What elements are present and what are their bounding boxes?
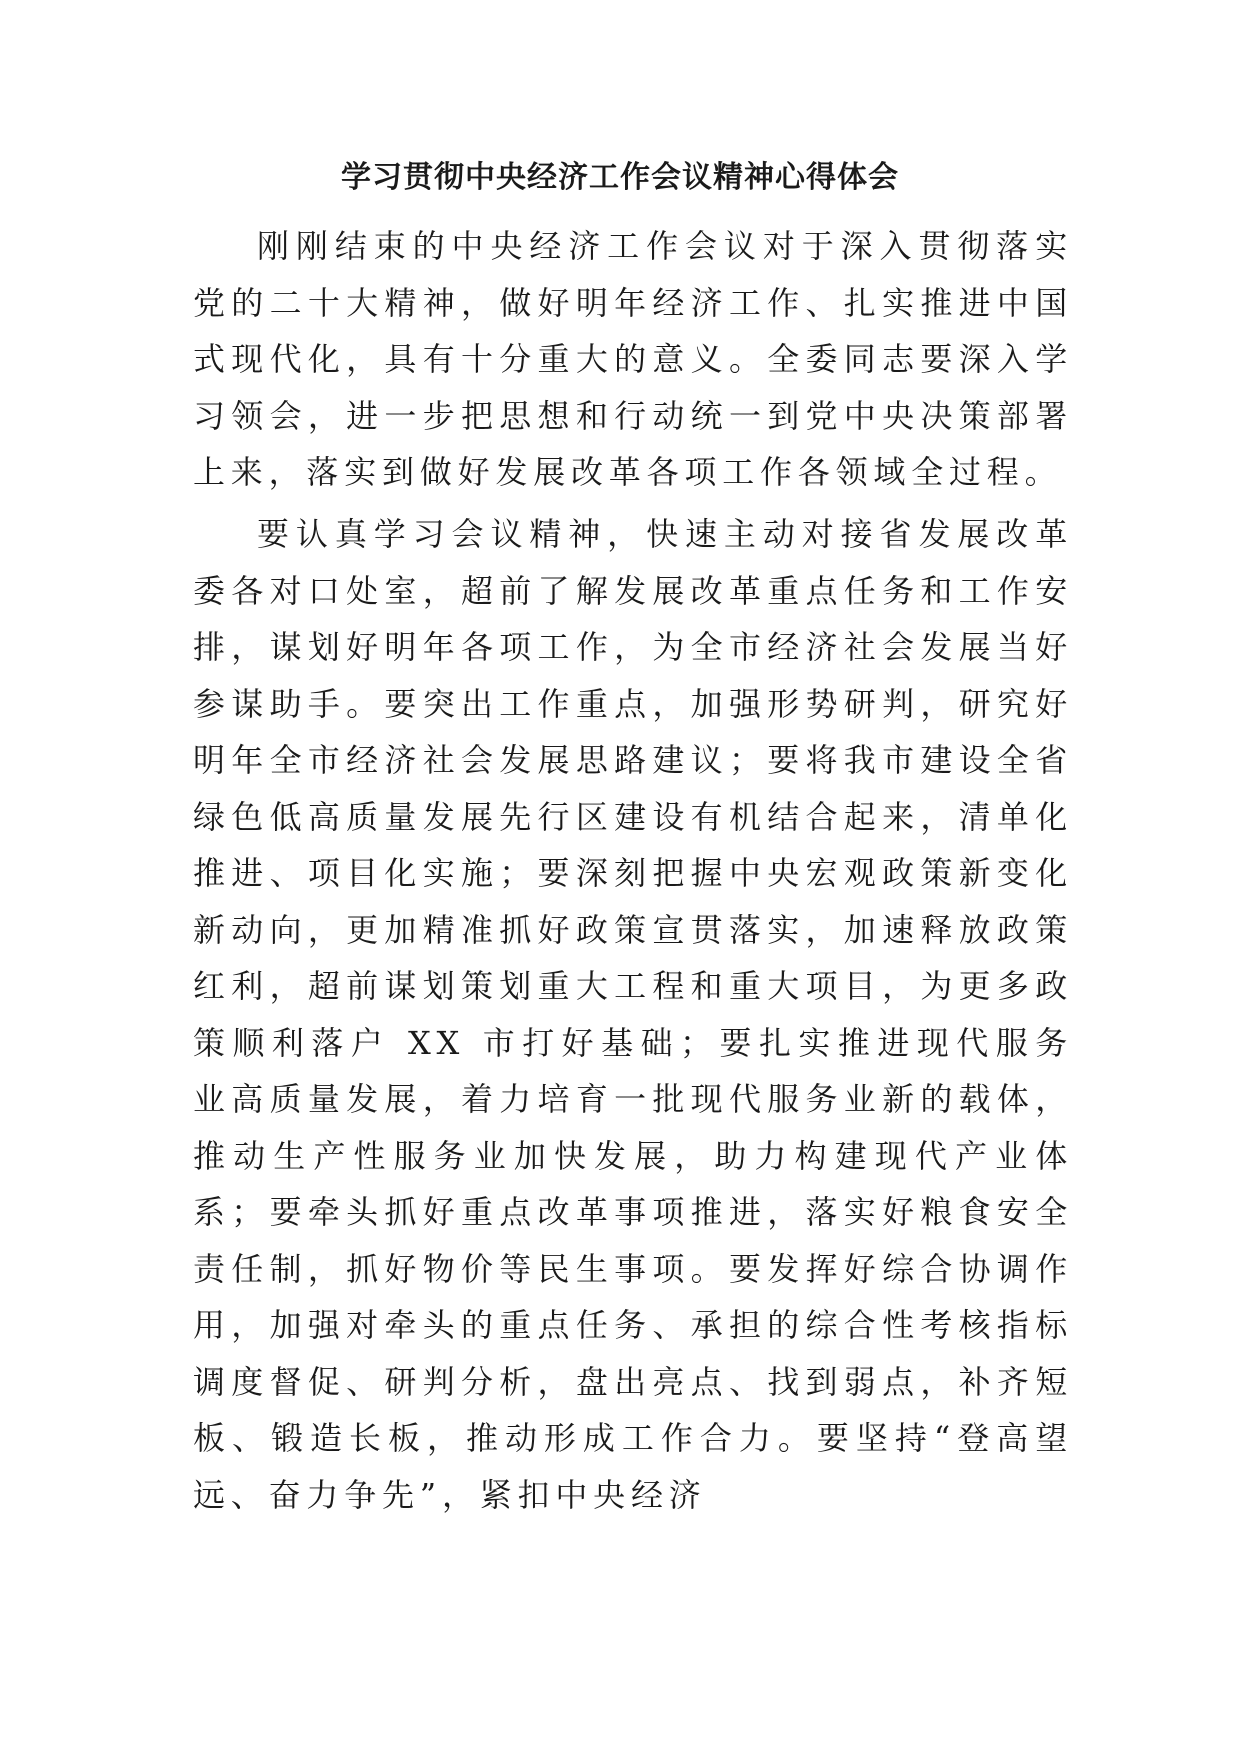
paragraph-1: 刚刚结束的中央经济工作会议对于深入贯彻落实党的二十大精神，做好明年经济工作、扎实推进中国式现代化，具有十分重大的意义。全委同志要深入学习领会，进一步把思想和行动统一到党中央决策部署上来，落实到做好发展改革各项工作各领域全过程。 xyxy=(193,227,1073,491)
document-title: 学习贯彻中央经济工作会议精神心得体会 xyxy=(341,160,899,195)
paragraph-2: 要认真学习会议精神，快速主动对接省发展改革委各对口处室，超前了解发展改革重点任务和工作安排，谋划好明年各项工作，为全市经济社会发展当好参谋助手。要突出工作重点，加强形势研判，研究好明年全市经济社会发展思路建议；要将我市建设全省绿色低高质量发展先行区建设有机结合起来，清单化推进、项目化实施；要深刻把握中央宏观政策新变化新动向，更加精准抓好政策宣贯落实，加速释放政策红利，超前谋划策划重大工程和重大项目，为更多政策顺利落户 XX 市打好基础；要扎实推进现代服务业高质量发展，着力培育一批现代服务业新的载体，推动生产性服务业加快发展，助力构建现代产业体系；要牵头抓好重点改革事项推进，落实好粮食安全责任制，抓好物价等民生事项。要发挥好综合协调作用，加强对牵头的重点任务、承担的综合性考核指标调度督促、研判分析，盘出亮点、找到弱点，补齐短板、锻造长板，推动形成工作合力。要坚持“登高望远、奋力争先”，紧扣中央经济 xyxy=(193,515,1073,1514)
